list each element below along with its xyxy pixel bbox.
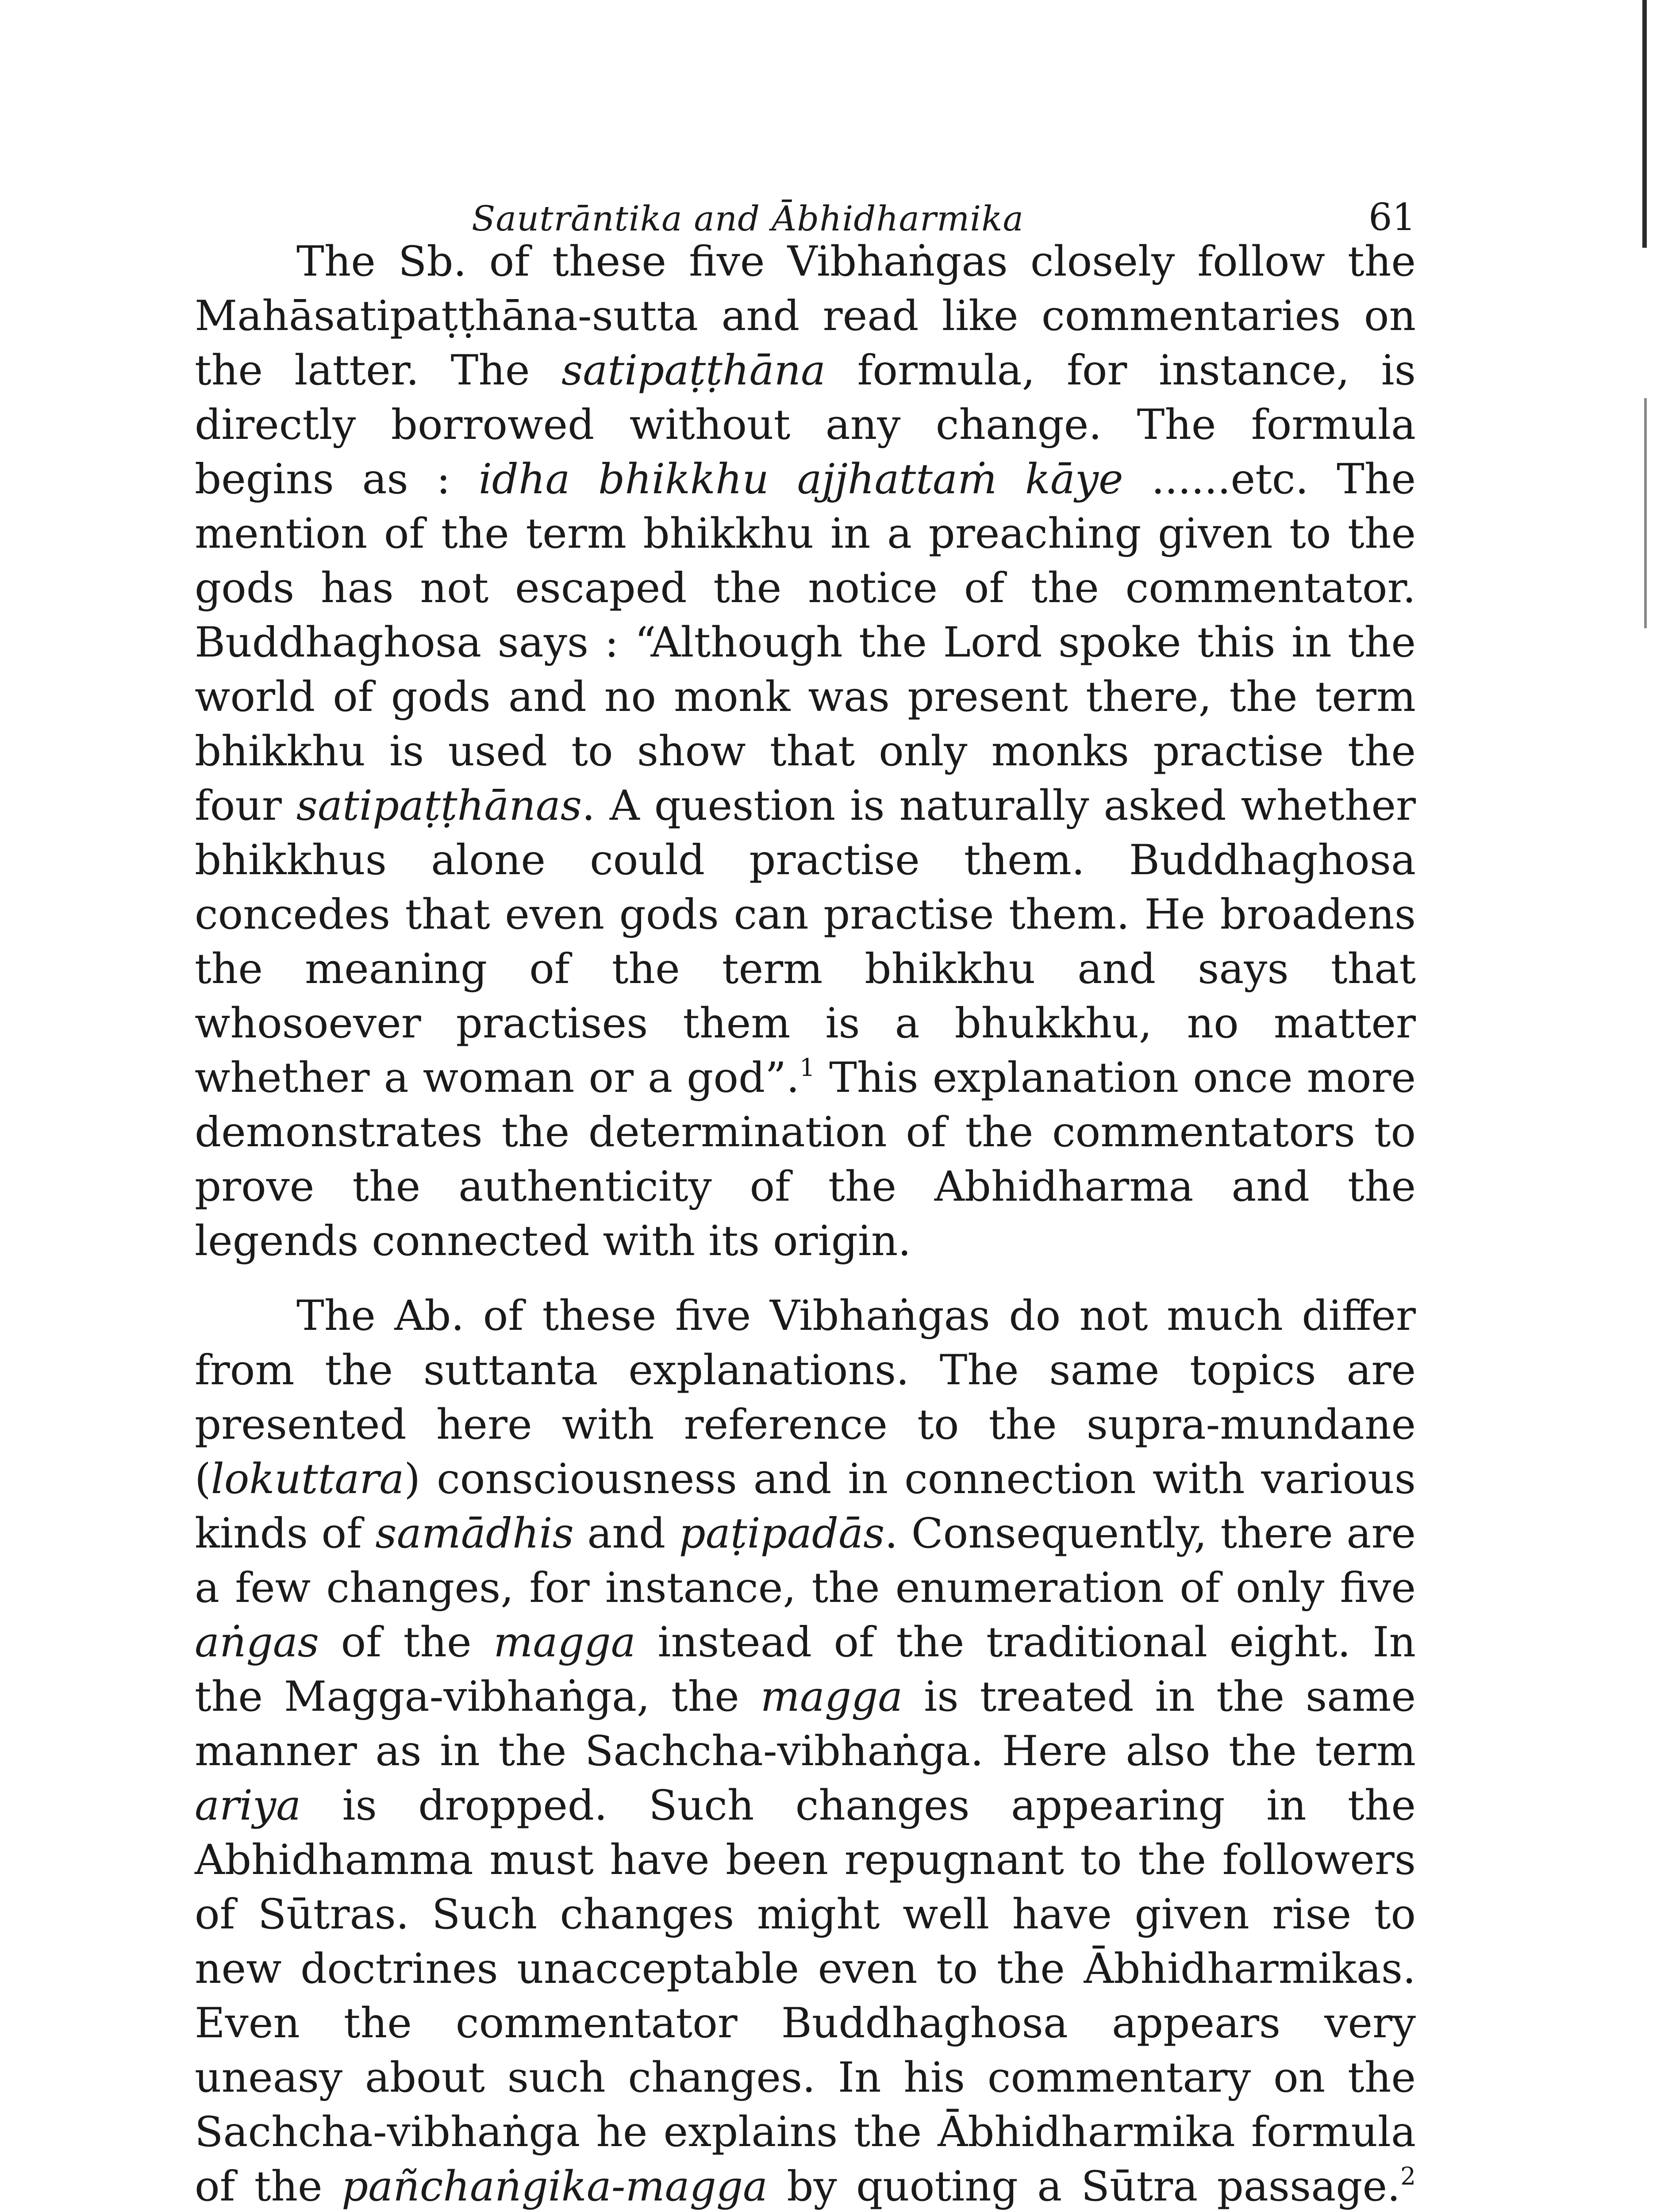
text-run: is dropped. Such changes appearing in the Abhidhamma must have been repugnant to the followers of Sūtras. Such changes might well have given rise to new doctrines unacceptable even to the Ābhidharmikas. Even the commentator Buddhaghosa appears very uneasy about such changes. In his commentary on the Sachcha-vibhaṅga he explains the Ābhidharmika formula of the [195, 1782, 1416, 2211]
italic-term: magga [493, 1618, 636, 1667]
text-run: The Sb. of these five Vibhaṅgas closely follow the Mahāsatipaṭṭhāna-sutta and read like commentaries on the latter. The [195, 238, 1416, 395]
italic-term: satipaṭṭhānas [296, 782, 582, 830]
italic-term: satipaṭṭhāna [561, 346, 826, 395]
page [195, 168, 1416, 2212]
text-run: The Ab. of these five Vibhaṅgas do not much differ from the suttanta explanations. The same topics are presented here with reference to the supra-mundane ( [195, 1292, 1416, 1503]
page-header [195, 168, 1416, 239]
text-run: ......etc. The mention of the term bhikkhu in a preaching given to the gods has not escaped the notice of the commentator. Buddhaghosa says : “Although the Lord spoke this in the world of gods and no monk was present there, the term bhikkhu is used to show that only monks practise the four [195, 455, 1416, 830]
page-edge-mark-faint [1644, 398, 1647, 628]
italic-term: idha bhikkhu ajjhattaṁ kāye [478, 455, 1123, 503]
text-run: of the [319, 1618, 494, 1667]
text-run: and [573, 1509, 679, 1558]
text-run: is treated in the same manner as in the Sachcha-vibhaṅga. Here also the term [195, 1673, 1416, 1775]
running-head: Sautrāntika and Ābhidharmika [472, 199, 1024, 239]
italic-term: magga [760, 1673, 903, 1721]
text-run: This explanation once more demonstrates the determination of the commentators to prove the authenticity of the Abhidharma and the legends connected with its origin. [195, 1054, 1416, 1265]
text-run: by quoting a Sūtra passage. [768, 2162, 1400, 2211]
italic-term: samādhis [375, 1509, 574, 1558]
footnote-ref-2: 2 [1400, 2162, 1416, 2190]
italic-term: lokuttara [211, 1455, 404, 1503]
text-run: . Consequently, there are a few changes, for instance, the enumeration of only five [195, 1509, 1416, 1612]
italic-term: pañchaṅgika-magga [341, 2162, 768, 2211]
text-run: ) consciousness and in connection with various kinds of [195, 1455, 1416, 1558]
italic-term: aṅgas [195, 1618, 319, 1667]
paragraph-1 [195, 234, 1416, 1268]
text-run: . A question is naturally asked whether bhikkhus alone could practise them. Buddhaghosa concedes that even gods can practise them. He broadens the meaning of the term bhikkhu and says that whosoever practises them is a bhukkhu, no matter whether a woman or a god”. [195, 782, 1416, 1102]
text-run: instead of the traditional eight. In the Magga-vibhaṅga, the [195, 1618, 1416, 1721]
text-run: formula, for instance, is directly borrowed without any change. The formula begins as : [195, 346, 1416, 503]
italic-term: paṭipadās [679, 1509, 885, 1558]
page-number: 61 [1368, 196, 1416, 239]
footnote-ref-1: 1 [799, 1053, 815, 1082]
paragraph-2 [195, 1289, 1416, 2212]
page-edge-mark [1642, 0, 1647, 248]
italic-term: ariya [195, 1782, 301, 1830]
